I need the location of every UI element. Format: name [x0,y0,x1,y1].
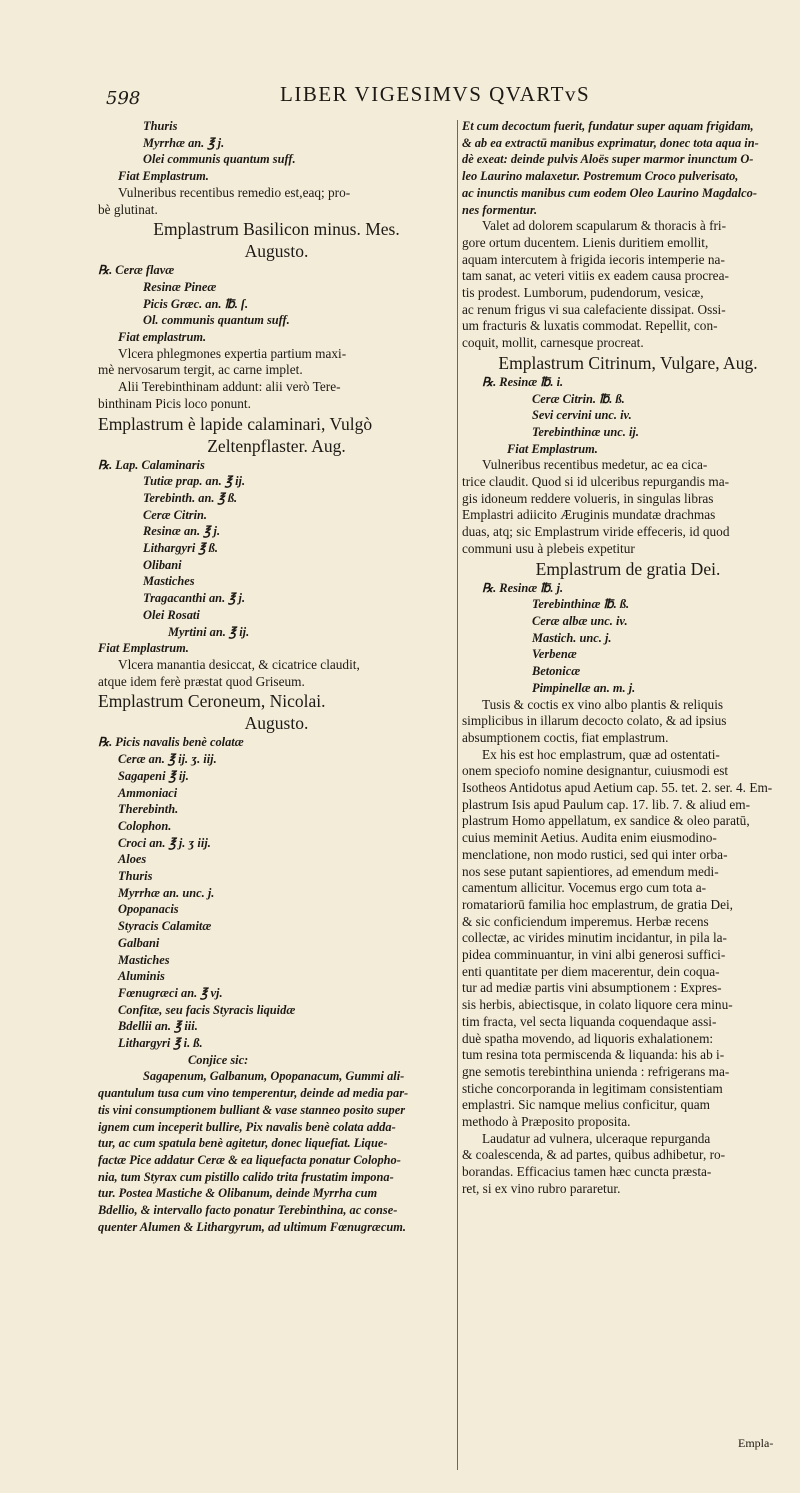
recipe-line: Fiat Emplastrum. [118,169,209,184]
text-line: binthinam Picis loco ponunt. [98,395,251,411]
text-line: Vlcera phlegmones expertia partium maxi- [118,345,347,361]
section-heading: Emplastrum de gratia Dei. [535,558,721,579]
text-line: romatariorū familia hoc emplastrum, de gratia Dei, [462,896,734,912]
recipe-line: Conjice sic: [188,1052,249,1067]
text-line: cuius meminit Aetius. Audita enim eiusmodino- [462,830,717,846]
text-line: um fracturis & luxatis commodat. Repellit, con- [462,318,718,334]
text-line: Isotheos Antidotus apud Aetium cap. 55. tet. 2. ser. 4. Em- [462,780,773,796]
recipe-line: Et cum decoctum fuerit, fundatur super aquam frigidam, [462,119,754,133]
text-line: Vulneribus recentibus remedio est,eaq; pro- [118,184,351,200]
text-line: duas, atq; sic Emplastrum viride effeceris, id quod [462,524,730,540]
text-line: mè nervosarum tergit, ac carne implet. [98,362,303,378]
text-line: borandas. Efficacius tamen hæc cuncta præsta- [462,1164,712,1180]
running-title: LIBER VIGESIMVS QVARTvS [280,82,591,106]
recipe-line: Terebinthinæ ℔. ß. [532,597,630,612]
text-line: tum resina tota permiscenda & liquanda: his ab i- [462,1047,725,1063]
recipe-line: Picis Græc. an. ℔. ſ. [143,296,249,311]
section-heading: Emplastrum Ceroneum, Nicolai. [98,691,326,712]
left-column [98,118,455,1478]
text-line: Emplastri adiicito Æruginis mundatæ drachmas [462,507,716,523]
recipe-line: Fiat emplastrum. [118,330,207,345]
recipe-line: Bdellii an. ℥ iii. [118,1019,198,1034]
text-line: ac renum frigus vi sua calefaciente dissipat. Ossi- [462,301,726,317]
recipe-line: quenter Alumen & Lithargyrum, ad ultimum Fœnugræcum. [98,1219,406,1234]
recipe-line: Styracis Calamitæ [118,919,212,934]
text-line: Vlcera manantia desiccat, & cicatrice claudit, [118,656,360,672]
text-line: onem speciofo nomine designantur, cuiusmodi est [462,763,729,779]
text-line: Laudatur ad vulnera, ulceraque repurganda [482,1130,711,1146]
recipe-line: Ceræ Citrin. ℔. ß. [532,391,625,406]
recipe-line: ℞. Resinæ ℔. j. [482,580,564,595]
section-heading: Augusto. [244,713,309,734]
recipe-line: Tragacanthi an. ℥ j. [143,591,246,606]
text-line: aquam intercutem à frigida iecoris intemperie na- [462,251,725,267]
text-line: communi usu à plebeis expetitur [462,540,635,556]
recipe-line: Lithargyri ℥ ß. [143,541,218,556]
text-line: stiche concorporanda in legitimam consistentiam [462,1080,723,1096]
recipe-line: Olei Rosati [143,607,200,622]
text-line: tur ad mediæ partis vini absumptionem : Expres- [462,980,722,996]
text-line: nos sese putant sapientiores, ad emendum medi- [462,863,719,879]
text-line: absumptionem coctis, fiat emplastrum. [462,729,669,745]
recipe-line: Sevi cervini unc. iv. [532,408,632,423]
recipe-line: Ol. communis quantum suff. [143,313,290,328]
text-line: tis prodest. Lumborum, pudendorum, vesicæ, [462,285,704,301]
recipe-line: tur. Postea Mastiche & Olibanum, deinde Myrrha cum [98,1186,378,1201]
recipe-line: ℞. Picis navalis benè colatæ [98,735,244,750]
recipe-line: Bdellio, & intervallo facto ponatur Terebinthina, ac conse- [98,1203,398,1218]
recipe-line: tur, ac cum spatula benè agitetur, donec liquefiat. Lique- [98,1136,388,1151]
text-line: enti quantitate per diem macerentur, dein coqua- [462,963,720,979]
text-line: gis idoneum reddere volueris, in singulas libras [462,490,714,506]
recipe-line: ℞. Lap. Calaminaris [98,457,205,472]
column-divider [457,120,458,1470]
recipe-line: Fiat Emplastrum. [98,641,189,656]
recipe-line: Aluminis [118,969,165,984]
recipe-line: Ceræ albæ unc. iv. [532,613,628,628]
recipe-line: Myrrhæ an. unc. j. [118,885,215,900]
text-line: menclatione, non modo rustici, sed qui inter orba- [462,846,728,862]
recipe-line: nes formentur. [462,202,538,217]
text-line: Vulneribus recentibus medetur, ac ea cica- [482,457,708,473]
text-line: gne semotis terebinthina unienda : refrigerans ma- [462,1063,730,1079]
recipe-line: Galbani [118,935,160,950]
text-line: Ex his est hoc emplastrum, quæ ad ostentati- [482,746,720,762]
text-line: simplicibus in illarum decocto colato, & ad ipsius [462,713,727,729]
text-line: tam sanat, ac veteri vitiis ex eadem causa procrea- [462,268,729,284]
text-line: & coalescenda, & ad partes, quibus adhibetur, ro- [462,1147,726,1163]
recipe-line: Croci an. ℥ j. ʒ iij. [118,835,211,850]
text-line: plastrum Isis apud Paulum cap. 17. lib. 7. & aliud em- [462,796,751,812]
recipe-line: Ceræ Citrin. [143,507,208,522]
text-line: pidea comminuantur, in vini albi generosi suffici- [462,947,726,963]
recipe-line: ac inunctis manibus cum eodem Oleo Laurino Magdalco- [462,185,757,200]
text-line: coquit, mollit, carnesque procreat. [462,335,644,351]
recipe-line: Therebinth. [118,802,179,817]
page-header [0,82,800,118]
text-line: plastrum Homo appellatum, ex sandice & oleo paratū, [462,813,750,829]
recipe-line: Fœnugræci an. ℥ vj. [118,985,223,1000]
recipe-line: Confitæ, seu facis Styracis liquidæ [118,1002,296,1017]
recipe-line: Sagapeni ℥ ij. [118,768,189,783]
text-line: Alii Terebinthinam addunt: alii verò Tere- [118,379,341,395]
recipe-line: Pimpinellæ an. m. j. [532,680,636,695]
recipe-line: Mastiches [143,574,195,589]
recipe-line: ℞. Ceræ flavæ [98,263,175,278]
recipe-line: Resinæ an. ℥ j. [143,524,221,539]
text-line: atque idem ferè præstat quod Griseum. [98,673,305,689]
section-heading: Zeltenpflaster. Aug. [207,435,346,456]
recipe-line: dè exeat: deinde pulvis Aloës super marmor inunctum O- [462,152,754,167]
recipe-line: leo Laurino malaxetur. Postremum Croco pulverisato, [462,169,739,184]
recipe-line: Myrtini an. ℥ ij. [168,624,250,639]
text-line: camentum allicitur. Vocemus ergo cum tota a- [462,880,707,896]
recipe-line: Lithargyri ℥ i. ß. [118,1036,203,1051]
recipe-line: Myrrhæ an. ℥ j. [143,135,225,150]
text-line: bè glutinat. [98,201,158,217]
recipe-line: ignem cum inceperit bullire, Pix navalis benè colata adda- [98,1119,396,1134]
text-line: collectæ, ac virides minutim incidantur, in pila la- [462,930,727,946]
recipe-line: Betonicæ [532,664,581,679]
text-line: ret, si ex vino rubro pararetur. [462,1180,621,1196]
section-heading: Emplastrum Basilicon minus. Mes. [153,219,400,240]
right-column [462,118,794,1478]
recipe-line: nia, tum Styrax cum pistillo calido trita frustatim impona- [98,1169,394,1184]
text-line: duè spatha movendo, ad liquoris exhalationem: [462,1030,714,1046]
recipe-line: Colophon. [118,818,172,833]
catchword: Empla- [738,1436,774,1450]
recipe-line: Thuris [143,119,178,133]
recipe-line: Mastiches [118,952,170,967]
recipe-line: ℞. Resinæ ℔. i. [482,374,564,389]
text-line: Tusis & coctis ex vino albo plantis & reliquis [482,696,724,712]
recipe-line: Ceræ an. ℥ ij. ʒ. iij. [118,752,217,767]
recipe-line: Resinæ Pineæ [143,279,217,294]
recipe-line: Opopanacis [118,902,179,917]
section-heading: Emplastrum Citrinum, Vulgare, Aug. [498,352,758,373]
text-line: Valet ad dolorem scapularum & thoracis à fri- [482,218,727,234]
recipe-line: Sagapenum, Galbanum, Opopanacum, Gummi ali- [143,1069,405,1084]
recipe-line: Verbenæ [532,647,577,662]
text-line: methodo à Præposito proposita. [462,1114,631,1130]
text-line: & sic conficiendum imperemus. Herbæ recens [462,913,709,929]
recipe-line: quantulum tusa cum vino temperentur, deinde ad media par- [98,1086,409,1101]
recipe-line: factæ Pice addatur Ceræ & ea liquefacta ponatur Colopho- [98,1152,401,1167]
recipe-line: Terebinthinæ unc. ij. [532,424,639,439]
page-number: 598 [106,88,141,109]
recipe-line: & ab ea extractū manibus exprimatur, donec tota aqua in- [462,135,759,150]
section-heading: Augusto. [244,241,309,262]
recipe-line: tis vini consumptionem bulliant & vase stanneo posito super [98,1102,406,1117]
recipe-line: Mastich. unc. j. [532,630,612,645]
text-line: sis herbis, abiectisque, in colato liquore cera minu- [462,997,733,1013]
recipe-line: Thuris [118,869,153,884]
section-heading: Emplastrum è lapide calaminari, Vulgò [98,413,373,434]
recipe-line: Fiat Emplastrum. [507,441,598,456]
text-line: emplastri. Sic namque melius conficitur, quam [462,1097,710,1113]
recipe-line: Olei communis quantum suff. [143,152,296,167]
text-line: gore ortum ducentem. Lienis duritiem emollit, [462,234,709,250]
recipe-line: Terebinth. an. ℥ ß. [143,490,238,505]
recipe-line: Olibani [143,557,182,572]
text-line: trice claudit. Quod si id ulceribus repurgandis ma- [462,474,730,490]
recipe-line: Ammoniaci [118,785,178,800]
recipe-line: Aloes [118,852,147,867]
text-line: tim fracta, vel secta liquanda coquendaque assi- [462,1013,717,1029]
recipe-line: Tutiæ prap. an. ℥ ij. [143,474,246,489]
